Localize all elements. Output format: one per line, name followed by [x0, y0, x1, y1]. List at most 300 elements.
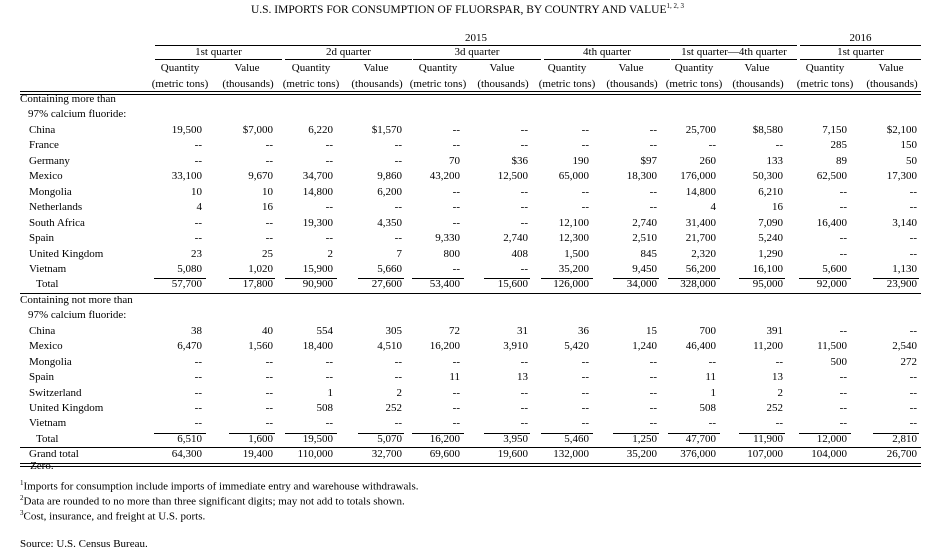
table-row-label: Vietnam [29, 262, 67, 275]
table-row-cell: $97 [640, 154, 657, 167]
source-note: Source: U.S. Census Bureau. [20, 538, 148, 550]
table-row-cell: $1,570 [371, 123, 402, 136]
table-row-cell: 50 [906, 154, 917, 167]
table-row-label: Mongolia [29, 355, 72, 368]
unit-value-header: (thousands) [866, 78, 918, 90]
table-row-cell: 56,200 [685, 262, 716, 275]
section-heading: 97% calcium fluoride: [28, 108, 127, 121]
section-bottom-rule [20, 293, 921, 294]
table-row-cell: -- [452, 139, 460, 152]
table-row-cell: -- [520, 123, 528, 136]
grand-total-row-cell: 110,000 [297, 448, 333, 461]
table-row-cell: 14,800 [685, 185, 716, 198]
grand-total-row-cell: 19,600 [497, 448, 528, 461]
table-row-cell: 31,400 [685, 216, 716, 229]
table-row-label: Mexico [29, 340, 63, 353]
table-row-cell: -- [909, 324, 917, 337]
table-row-cell: 89 [836, 154, 847, 167]
table-row-cell: -- [839, 247, 847, 260]
total-row-cell: 17,800 [242, 278, 273, 291]
table-row-cell: 16,200 [429, 340, 460, 353]
total-row-cell: 34,000 [626, 278, 657, 291]
table-row-cell: 70 [449, 154, 460, 167]
table-row-cell: 1,290 [758, 247, 783, 260]
quantity-header: Quantity [291, 62, 331, 74]
value-header: Value [878, 62, 904, 74]
table-row-cell: 10 [191, 185, 202, 198]
table-row-label: Vietnam [29, 417, 67, 430]
table-row-cell: -- [265, 216, 273, 229]
table-row-cell: -- [581, 402, 589, 414]
table-row-cell: 2,740 [632, 216, 657, 229]
table-row-cell: 40 [262, 324, 273, 337]
table-row-cell: -- [325, 371, 333, 384]
table-row-cell: 11 [705, 371, 716, 384]
total-row-cell: 23,900 [886, 278, 917, 291]
unit-quantity-header: (metric tons) [151, 78, 209, 90]
table-row-cell: 508 [316, 402, 333, 414]
total-row-cell: 5,460 [564, 432, 589, 445]
footnote-3: $^3$Cost, insurance, and freight at U.S. ports. [20, 509, 206, 523]
table-row-cell: 21,700 [685, 232, 716, 245]
table-row-cell: 1,500 [564, 247, 589, 260]
table-row-cell: -- [452, 402, 460, 414]
value-header: Value [618, 62, 644, 74]
table-row-cell: 14,800 [302, 185, 333, 198]
table-row-cell: -- [394, 201, 402, 214]
table-row-cell: -- [581, 201, 589, 214]
table-row-cell: -- [452, 386, 460, 399]
total-row-cell: 11,900 [753, 432, 783, 445]
table-row-cell: 16 [772, 201, 783, 214]
table-row-cell: -- [265, 417, 273, 430]
total-row-cell: 126,000 [553, 278, 589, 291]
unit-quantity-header: (metric tons) [538, 78, 596, 90]
table-row-cell: 13 [772, 371, 783, 384]
table-row-cell: 16,400 [816, 216, 847, 229]
table-row-cell: 4,350 [377, 216, 402, 229]
table-row-cell: 2,510 [632, 232, 657, 245]
table-row-cell: -- [649, 201, 657, 214]
table-row-cell: 13 [517, 371, 528, 384]
table-row-cell: -- [265, 386, 273, 399]
total-row-cell: 92,000 [816, 278, 847, 291]
table-row-cell: -- [649, 185, 657, 198]
table-row-cell: -- [839, 185, 847, 198]
table-row-cell: -- [581, 185, 589, 198]
table-row-cell: -- [520, 262, 528, 275]
table-row-cell: 800 [443, 247, 460, 260]
table-row-cell: -- [265, 139, 273, 152]
table-row-cell: 15,900 [302, 262, 333, 275]
period-underline [413, 59, 541, 60]
table-row-cell: 4 [710, 201, 716, 214]
table-row-cell: 43,200 [429, 170, 460, 183]
table-row-cell: 12,500 [497, 170, 528, 183]
table-row-label: Spain [29, 232, 55, 245]
table-row-cell: 508 [699, 402, 716, 414]
period-underline [155, 59, 282, 60]
table-row-cell: -- [194, 154, 202, 167]
table-row-cell: 554 [316, 324, 333, 337]
table-row-cell: 9,450 [632, 262, 657, 275]
table-row-cell: 25,700 [685, 123, 716, 136]
table-row-cell: -- [520, 216, 528, 229]
table-row-cell: 9,330 [435, 232, 460, 245]
table-row-cell: 176,000 [680, 170, 716, 183]
table-title: U.S. IMPORTS FOR CONSUMPTION OF FLUORSPAR, BY COUNTRY AND VALUE$^{1, 2, 3}$ [250, 2, 685, 16]
grand-total-row-cell: 19,400 [242, 448, 273, 461]
table-row-cell: -- [775, 139, 783, 152]
table-row-label: United Kingdom [29, 247, 104, 260]
table-row-cell: -- [909, 402, 917, 414]
table-row-cell: -- [839, 324, 847, 337]
table-row-cell: 36 [578, 324, 589, 337]
table-row-cell: -- [520, 402, 528, 414]
table-row-cell: -- [775, 355, 783, 368]
table-row-cell: -- [909, 232, 917, 245]
table-row-label: China [29, 123, 56, 136]
total-row-cell: 95,000 [752, 278, 783, 291]
grand-total-row-cell: 104,000 [811, 448, 847, 461]
unit-quantity-header: (metric tons) [282, 78, 340, 90]
grand-total-row-label: Grand total [29, 448, 79, 461]
table-row-cell: -- [708, 139, 716, 152]
table-row-cell: 2 [327, 247, 333, 260]
table-row-cell: $7,000 [242, 123, 273, 136]
table-row-cell: -- [839, 371, 847, 384]
total-row-cell: 328,000 [680, 278, 716, 291]
total-row-cell: 16,200 [429, 432, 460, 445]
table-row-cell: -- [581, 417, 589, 430]
value-header: Value [363, 62, 389, 74]
period-header: 4th quarter [583, 46, 631, 58]
table-row-cell: 1,240 [632, 340, 657, 353]
table-row-cell: -- [265, 402, 273, 414]
table-row-cell: -- [194, 371, 202, 384]
table-row-cell: 19,300 [302, 216, 333, 229]
value-header: Value [234, 62, 260, 74]
table-row-cell: -- [265, 371, 273, 384]
table-row-cell: 25 [262, 247, 273, 260]
table-row-cell: 285 [830, 139, 847, 152]
table-row-cell: -- [909, 386, 917, 399]
table-row-cell: -- [520, 355, 528, 368]
quantity-header: Quantity [160, 62, 200, 74]
table-row-cell: 5,240 [758, 232, 783, 245]
total-row-cell: 3,950 [503, 432, 528, 445]
unit-value-header: (thousands) [732, 78, 784, 90]
table-row-cell: $8,580 [752, 123, 783, 136]
table-row-cell: -- [909, 417, 917, 430]
table-row-cell: -- [452, 262, 460, 275]
table-row-cell: 72 [449, 324, 460, 337]
table-row-cell: -- [394, 371, 402, 384]
unit-quantity-header: (metric tons) [665, 78, 723, 90]
quantity-header: Quantity [547, 62, 587, 74]
total-row-cell: 5,070 [377, 432, 402, 445]
table-row-cell: -- [708, 355, 716, 368]
table-row-cell: -- [452, 201, 460, 214]
total-row-cell: 27,600 [371, 278, 402, 291]
table-row-cell: 31 [517, 324, 528, 337]
table-row-cell: 19,500 [171, 123, 202, 136]
period-header: 2d quarter [326, 46, 371, 58]
table-row-cell: -- [839, 232, 847, 245]
table-row-cell: -- [194, 386, 202, 399]
table-row-label: Switzerland [29, 386, 82, 399]
table-row-cell: -- [839, 386, 847, 399]
value-header: Value [489, 62, 515, 74]
table-row-cell: -- [581, 123, 589, 136]
table-row-cell: 2 [396, 386, 402, 399]
table-row-cell: -- [194, 232, 202, 245]
total-row-cell: 57,700 [171, 278, 202, 291]
table-row-cell: -- [649, 355, 657, 368]
unit-quantity-header: (metric tons) [409, 78, 467, 90]
table-row-cell: -- [520, 201, 528, 214]
grand-total-row-cell: 64,300 [171, 448, 202, 461]
total-row-cell: 90,900 [302, 278, 333, 291]
table-row-cell: 3,910 [503, 340, 528, 353]
period-underline [671, 59, 797, 60]
table-row-cell: 6,210 [758, 185, 783, 198]
table-row-label: China [29, 324, 56, 337]
unit-quantity-header: (metric tons) [796, 78, 854, 90]
period-underline [544, 59, 670, 60]
period-header: 1st quarter [195, 46, 242, 58]
table-row-cell: -- [649, 371, 657, 384]
table-row-cell: 2,320 [691, 247, 716, 260]
table-row-label: Mongolia [29, 185, 72, 198]
table-row-cell: 12,300 [558, 232, 589, 245]
table-row-cell: -- [581, 355, 589, 368]
table-row-cell: 7,090 [758, 216, 783, 229]
total-row-cell: 6,510 [177, 432, 202, 445]
total-row-label: Total [36, 278, 59, 291]
footnote-zero: -- Zero. [20, 460, 54, 472]
table-row-cell: 62,500 [816, 170, 847, 183]
total-row-label: Total [36, 432, 59, 445]
section-heading: 97% calcium fluoride: [28, 309, 127, 322]
table-row-cell: -- [909, 247, 917, 260]
table-row-cell: 10 [262, 185, 273, 198]
table-row-label: Netherlands [29, 201, 83, 214]
table-row-cell: 15 [646, 324, 657, 337]
table-row-cell: $36 [511, 154, 528, 167]
table-row-cell: -- [194, 139, 202, 152]
table-row-cell: -- [194, 216, 202, 229]
table-row-cell: 5,080 [177, 262, 202, 275]
table-row-cell: 2,740 [503, 232, 528, 245]
unit-value-header: (thousands) [477, 78, 529, 90]
table-row-cell: 1,560 [248, 340, 273, 353]
quantity-header: Quantity [418, 62, 458, 74]
table-row-cell: 12,100 [558, 216, 589, 229]
table-row-cell: -- [265, 355, 273, 368]
table-row-cell: -- [520, 386, 528, 399]
table-row-cell: -- [581, 386, 589, 399]
table-row-cell: -- [394, 417, 402, 430]
table-row-cell: 33,100 [171, 170, 202, 183]
table-row-cell: 16,100 [752, 262, 783, 275]
table-row-cell: -- [394, 154, 402, 167]
table-row-cell: -- [325, 154, 333, 167]
unit-value-header: (thousands) [222, 78, 274, 90]
table-row-cell: -- [581, 371, 589, 384]
table-row-cell: 252 [385, 402, 402, 414]
table-row-cell: 3,140 [892, 216, 917, 229]
grand-total-row-cell: 376,000 [680, 448, 716, 461]
table-row-cell: -- [452, 355, 460, 368]
table-row-cell: 11,500 [817, 340, 847, 353]
table-row-cell: -- [909, 185, 917, 198]
table-row-cell: 34,700 [302, 170, 333, 183]
table-row-label: South Africa [29, 216, 85, 229]
table-row-cell: 1 [710, 386, 716, 399]
table-row-cell: 5,420 [564, 340, 589, 353]
table-row-cell: 1,130 [892, 262, 917, 275]
grand-total-row-cell: 69,600 [429, 448, 460, 461]
period-header: 1st quarter—4th quarter [681, 46, 787, 58]
table-row-cell: 500 [830, 355, 847, 368]
table-row-cell: -- [909, 371, 917, 384]
table-row-label: France [29, 139, 59, 152]
grand-total-row-cell: 26,700 [886, 448, 917, 461]
table-row-cell: -- [325, 201, 333, 214]
period-header: 3d quarter [454, 46, 500, 58]
unit-value-header: (thousands) [606, 78, 658, 90]
table-row-cell: 38 [191, 324, 202, 337]
table-row-cell: -- [649, 386, 657, 399]
table-row-cell: 5,600 [822, 262, 847, 275]
table-row-cell: -- [452, 123, 460, 136]
period-underline [285, 59, 412, 60]
table-row-cell: 6,220 [308, 123, 333, 136]
total-row-cell: 47,700 [685, 432, 716, 445]
table-row-cell: 9,860 [377, 170, 402, 183]
table-row-cell: 1 [327, 386, 333, 399]
table-row-cell: 2,540 [892, 340, 917, 353]
table-row-cell: -- [520, 139, 528, 152]
table-row-cell: -- [194, 402, 202, 414]
table-row-cell: 35,200 [558, 262, 589, 275]
table-row-cell: -- [194, 355, 202, 368]
table-row-cell: -- [325, 232, 333, 245]
table-row-cell: -- [394, 139, 402, 152]
table-row-cell: 1,020 [248, 262, 273, 275]
table-row-cell: -- [265, 232, 273, 245]
grand-total-row-cell: 132,000 [553, 448, 589, 461]
table-row-cell: 133 [766, 154, 783, 167]
table-row-cell: -- [194, 417, 202, 430]
table-row-cell: 46,400 [685, 340, 716, 353]
period-underline [800, 59, 921, 60]
table-row-cell: 16 [262, 201, 273, 214]
table-row-cell: 4 [196, 201, 202, 214]
grand-total-row-cell: 32,700 [371, 448, 402, 461]
table-row-cell: 305 [385, 324, 402, 337]
table-row-cell: 17,300 [886, 170, 917, 183]
table-row-cell: -- [520, 417, 528, 430]
table-row-cell: -- [265, 154, 273, 167]
table-row-cell: -- [394, 355, 402, 368]
table-row-cell: -- [325, 417, 333, 430]
table-row-cell: $2,100 [886, 123, 917, 136]
table-row-label: Germany [29, 154, 70, 167]
table-row-cell: -- [581, 139, 589, 152]
title-footnote-refs: 1, 2, 3 [666, 2, 685, 10]
table-row-cell: -- [649, 402, 657, 414]
table-row-cell: 700 [699, 324, 716, 337]
grand-total-row-cell: 107,000 [747, 448, 783, 461]
table-row-cell: -- [649, 139, 657, 152]
section-heading: Containing more than [20, 93, 116, 105]
table-row-cell: 2 [777, 386, 783, 399]
table-row-cell: 11 [449, 371, 460, 384]
header-bottom-rule [20, 91, 921, 95]
table-row-cell: 6,470 [177, 340, 202, 353]
table-row-cell: -- [325, 139, 333, 152]
total-row-cell: 15,600 [497, 278, 528, 291]
table-row-cell: -- [839, 402, 847, 414]
table-row-cell: 391 [766, 324, 783, 337]
quantity-header: Quantity [674, 62, 714, 74]
value-header: Value [744, 62, 770, 74]
table-row-cell: 18,300 [626, 170, 657, 183]
total-row-cell: 19,500 [302, 432, 333, 445]
table-row-cell: -- [649, 417, 657, 430]
year-2015-header: 2015 [465, 32, 487, 44]
table-row-cell: 5,660 [377, 262, 402, 275]
section-heading: Containing not more than [20, 293, 133, 306]
grand-total-row-cell: 35,200 [626, 448, 657, 461]
table-row-cell: 23 [191, 247, 202, 260]
table-row-cell: 50,300 [752, 170, 783, 183]
unit-value-header: (thousands) [351, 78, 403, 90]
total-row-cell: 1,250 [632, 432, 657, 445]
table-row-cell: -- [520, 185, 528, 198]
table-row-cell: -- [775, 417, 783, 430]
table-row-cell: -- [394, 232, 402, 245]
table-row-cell: -- [649, 123, 657, 136]
table-row-cell: 9,670 [248, 170, 273, 183]
quantity-header: Quantity [805, 62, 845, 74]
table-row-cell: 6,200 [377, 185, 402, 198]
total-row-cell: 12,000 [816, 432, 847, 445]
table-row-cell: 272 [900, 355, 917, 368]
table-row-cell: 7,150 [822, 123, 847, 136]
table-row-cell: 4,510 [377, 340, 402, 353]
table-row-cell: -- [909, 201, 917, 214]
table-row-cell: 845 [640, 247, 657, 260]
total-row-cell: 1,600 [248, 432, 273, 445]
table-row-cell: 260 [699, 154, 716, 167]
total-row-cell: 53,400 [429, 278, 460, 291]
total-row-cell: 2,810 [892, 432, 917, 445]
table-row-cell: -- [452, 185, 460, 198]
table-row-cell: 18,400 [302, 340, 333, 353]
table-row-label: Mexico [29, 170, 63, 183]
table-row-label: United Kingdom [29, 402, 104, 414]
table-row-cell: 65,000 [558, 170, 589, 183]
table-row-cell: -- [325, 355, 333, 368]
year-2016-header: 2016 [849, 32, 872, 44]
table-row-cell: 11,200 [753, 340, 783, 353]
table-row-cell: 252 [766, 402, 783, 414]
table-bottom-rule [20, 463, 921, 467]
table-row-cell: -- [708, 417, 716, 430]
